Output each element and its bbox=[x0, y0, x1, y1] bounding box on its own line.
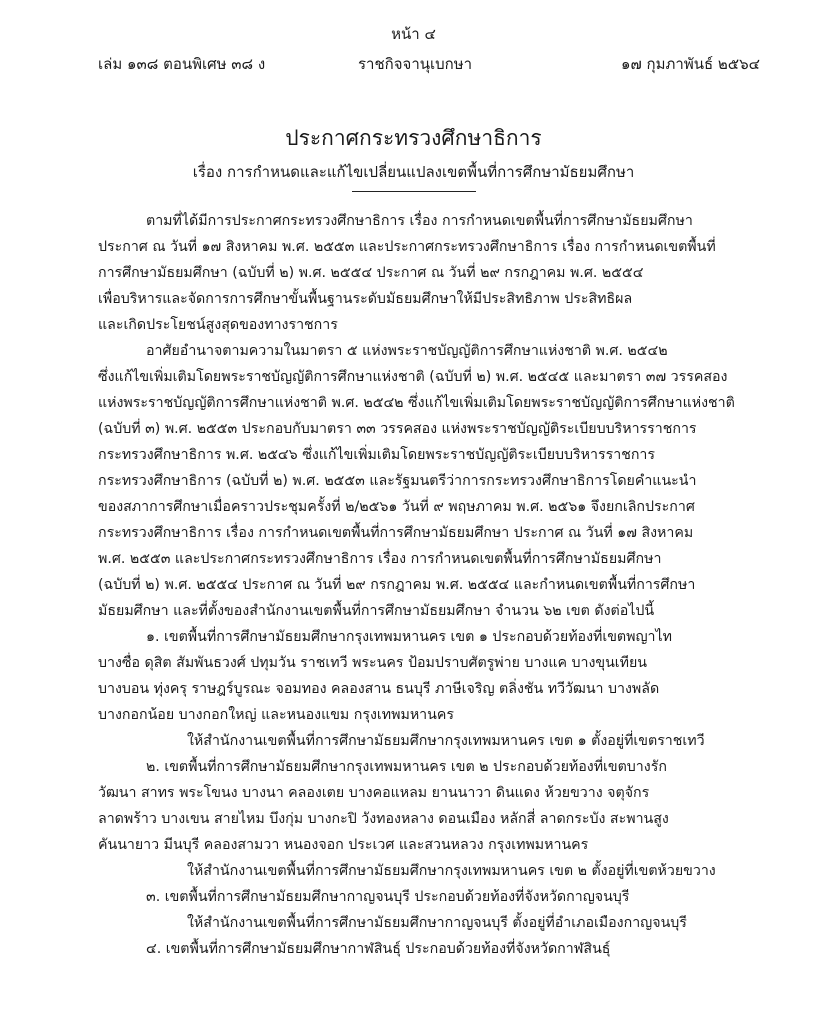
body-line: แห่งพระราชบัญญัติการศึกษาแห่งชาติ พ.ศ. ๒๕๔๒ ซึ่งแก้ไขเพิ่มเติมโดยพระราชบัญญัติการศึกษาแห่งชาติ bbox=[98, 395, 735, 411]
body-line: กระทรวงศึกษาธิการ เรื่อง การกำหนดเขตพื้นที่การศึกษามัธยมศึกษา ประกาศ ณ วันที่ ๑๗ สิงหาคม bbox=[98, 525, 694, 541]
volume-info: เล่ม ๑๓๘ ตอนพิเศษ ๓๘ ง bbox=[98, 55, 266, 73]
body-line: ๔. เขตพื้นที่การศึกษามัธยมศึกษากาฬสินธุ์ ประกอบด้วยท้องที่จังหวัดกาฬสินธุ์ bbox=[146, 941, 611, 957]
gazette-header bbox=[98, 52, 760, 76]
publication-name: ราชกิจจานุเบกษา bbox=[358, 55, 473, 73]
publication-date: ๑๗ กุมภาพันธ์ ๒๕๖๔ bbox=[620, 55, 760, 73]
body-line: ให้สำนักงานเขตพื้นที่การศึกษามัธยมศึกษากาญจนบุรี ตั้งอยู่ที่อำเภอเมืองกาญจนบุรี bbox=[187, 915, 687, 931]
body-line: บางกอกน้อย บางกอกใหญ่ และหนองแขม กรุงเทพมหานคร bbox=[98, 707, 454, 723]
page-number: หน้า ๔ bbox=[391, 25, 436, 43]
body-line: พ.ศ. ๒๕๕๓ และประกาศกระทรวงศึกษาธิการ เรื่อง การกำหนดเขตพื้นที่การศึกษามัธยมศึกษา bbox=[98, 551, 662, 567]
body-line: อาศัยอำนาจตามความในมาตรา ๕ แห่งพระราชบัญญัติการศึกษาแห่งชาติ พ.ศ. ๒๕๔๒ bbox=[146, 343, 668, 359]
announcement-title: ประกาศกระทรวงศึกษาธิการ bbox=[285, 126, 542, 150]
body-line: (ฉบับที่ ๓) พ.ศ. ๒๕๕๓ ประกอบกับมาตรา ๓๓ วรรคสอง แห่งพระราชบัญญัติระเบียบบริหารราชการ bbox=[98, 421, 697, 437]
title-divider bbox=[352, 191, 476, 192]
body-line: ตามที่ได้มีการประกาศกระทรวงศึกษาธิการ เรื่อง การกำหนดเขตพื้นที่การศึกษามัธยมศึกษา bbox=[146, 213, 693, 229]
body-line: ประกาศ ณ วันที่ ๑๗ สิงหาคม พ.ศ. ๒๕๕๓ และประกาศกระทรวงศึกษาธิการ เรื่อง การกำหนดเขตพื้นที่ bbox=[98, 239, 716, 255]
body-line: คันนายาว มีนบุรี คลองสามวา หนองจอก ประเวศ และสวนหลวง กรุงเทพมหานคร bbox=[98, 837, 589, 853]
body-line: ให้สำนักงานเขตพื้นที่การศึกษามัธยมศึกษากรุงเทพมหานคร เขต ๒ ตั้งอยู่ที่เขตห้วยขวาง bbox=[187, 863, 716, 879]
body-line: ๑. เขตพื้นที่การศึกษามัธยมศึกษากรุงเทพมหานคร เขต ๑ ประกอบด้วยท้องที่เขตพญาไท bbox=[146, 629, 673, 645]
body-line: ๓. เขตพื้นที่การศึกษามัธยมศึกษากาญจนบุรี ประกอบด้วยท้องที่จังหวัดกาญจนบุรี bbox=[146, 889, 630, 905]
body-line: บางซื่อ ดุสิต สัมพันธวงศ์ ปทุมวัน ราชเทวี พระนคร ป้อมปราบศัตรูพ่าย บางแค บางขุนเทียน bbox=[98, 655, 647, 671]
body-line: ให้สำนักงานเขตพื้นที่การศึกษามัธยมศึกษากรุงเทพมหานคร เขต ๑ ตั้งอยู่ที่เขตราชเทวี bbox=[187, 733, 705, 749]
body-line: เพื่อบริหารและจัดการการศึกษาขั้นพื้นฐานระดับมัธยมศึกษาให้มีประสิทธิภาพ ประสิทธิผล bbox=[98, 291, 633, 307]
body-line: มัธยมศึกษา และที่ตั้งของสำนักงานเขตพื้นที่การศึกษามัธยมศึกษา จำนวน ๖๒ เขต ดังต่อไปนี้ bbox=[98, 603, 655, 619]
body-line: และเกิดประโยชน์สูงสุดของทางราชการ bbox=[98, 317, 338, 333]
body-line: วัฒนา สาทร พระโขนง บางนา คลองเตย บางคอแหลม ยานนาวา ดินแดง ห้วยขวาง จตุจักร bbox=[98, 785, 650, 801]
body-line: (ฉบับที่ ๒) พ.ศ. ๒๕๕๔ ประกาศ ณ วันที่ ๒๙ กรกฎาคม พ.ศ. ๒๕๕๔ และกำหนดเขตพื้นที่การศึกษา bbox=[98, 577, 696, 593]
body-line: กระทรวงศึกษาธิการ พ.ศ. ๒๕๔๖ ซึ่งแก้ไขเพิ่มเติมโดยพระราชบัญญัติระเบียบบริหารราชการ bbox=[98, 447, 656, 463]
announcement-subject: เรื่อง การกำหนดและแก้ไขเปลี่ยนแปลงเขตพื้นที่การศึกษามัธยมศึกษา bbox=[192, 163, 635, 181]
body-line: ๒. เขตพื้นที่การศึกษามัธยมศึกษากรุงเทพมหานคร เขต ๒ ประกอบด้วยท้องที่เขตบางรัก bbox=[146, 759, 667, 775]
body-line: ของสภาการศึกษาเมื่อคราวประชุมครั้งที่ ๒/๒๕๖๑ วันที่ ๙ พฤษภาคม พ.ศ. ๒๕๖๑ จึงยกเลิกประกาศ bbox=[98, 499, 695, 515]
body-line: การศึกษามัธยมศึกษา (ฉบับที่ ๒) พ.ศ. ๒๕๕๔ ประกาศ ณ วันที่ ๒๙ กรกฎาคม พ.ศ. ๒๕๕๔ bbox=[98, 265, 644, 281]
body-line: ซึ่งแก้ไขเพิ่มเติมโดยพระราชบัญญัติการศึกษาแห่งชาติ (ฉบับที่ ๒) พ.ศ. ๒๕๔๕ และมาตรา ๓๗ วรรคสอง bbox=[98, 369, 728, 385]
body-line: ลาดพร้าว บางเขน สายไหม บึงกุ่ม บางกะปิ วังทองหลาง ดอนเมือง หลักสี่ ลาดกระบัง สะพานสูง bbox=[98, 811, 669, 827]
body-line: กระทรวงศึกษาธิการ (ฉบับที่ ๒) พ.ศ. ๒๕๕๓ และรัฐมนตรีว่าการกระทรวงศึกษาธิการโดยคำแนะนำ bbox=[98, 473, 697, 489]
body-line: บางบอน ทุ่งครุ ราษฎร์บูรณะ จอมทอง คลองสาน ธนบุรี ภาษีเจริญ ตลิ่งชัน ทวีวัฒนา บางพลัด bbox=[98, 681, 660, 697]
